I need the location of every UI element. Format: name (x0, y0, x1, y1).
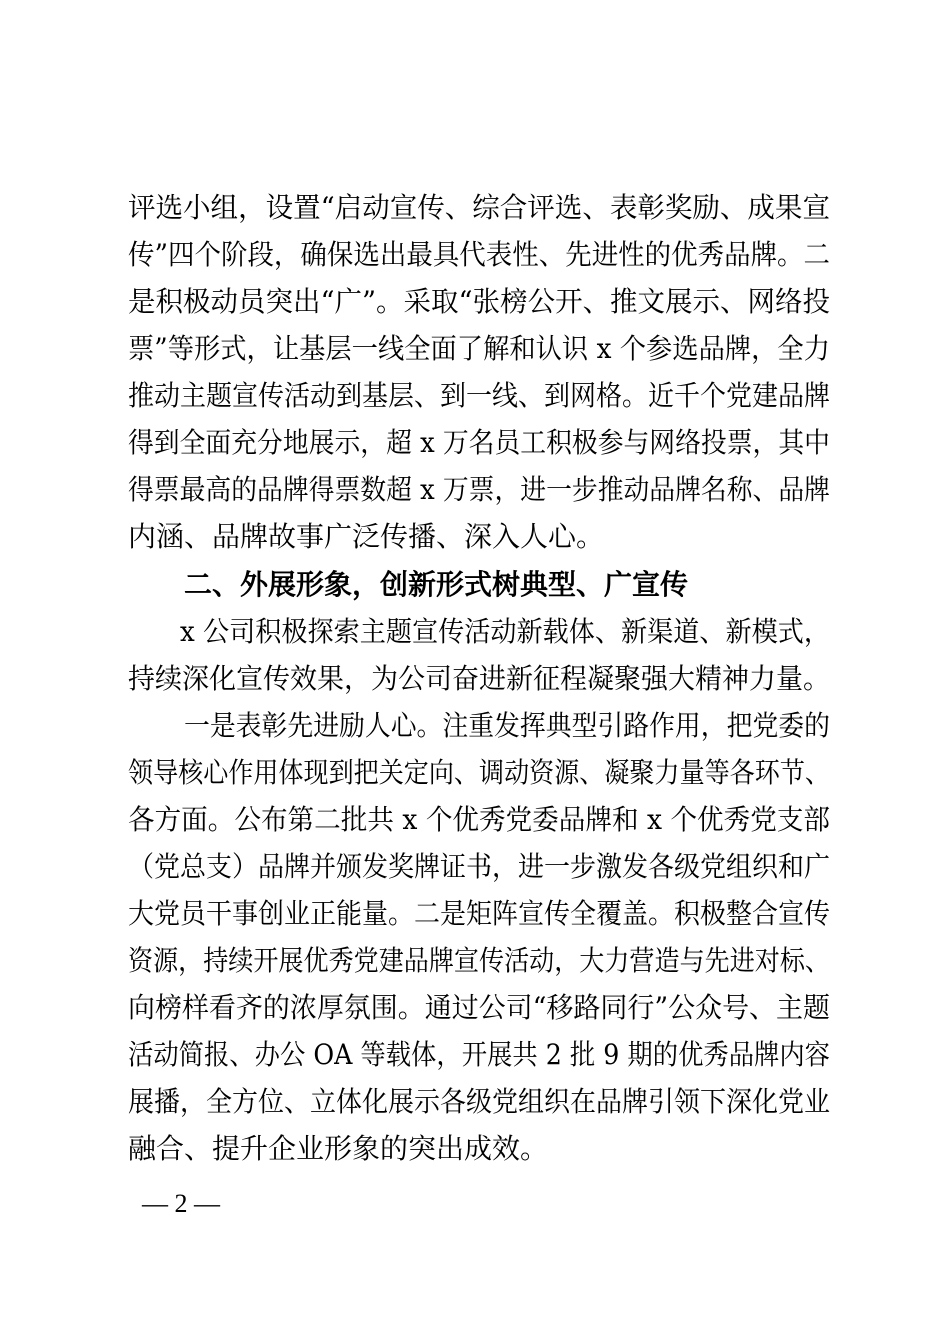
text-line: 一是表彰先进励人心。注重发挥典型引路作用，把党委的 (184, 709, 830, 742)
text-line: 资源，持续开展优秀党建品牌宣传活动，大力营造与先进对标、 (128, 944, 831, 977)
text-line: （党总支）品牌并颁发奖牌证书，进一步激发各级党组织和广 (128, 850, 831, 883)
paragraph-1-line-8 (0, 514, 950, 560)
paragraph-1-line-5 (0, 373, 950, 419)
paragraph-1-line-6 (0, 420, 950, 466)
text-line: 传”四个阶段，确保选出最具代表性、先进性的优秀品牌。二 (128, 238, 831, 271)
text-line: 大党员干事创业正能量。二是矩阵宣传全覆盖。积极整合宣传 (128, 897, 831, 930)
paragraph-1-line-7 (0, 467, 950, 513)
text-line: 是积极动员突出“广”。采取“张榜公开、推文展示、网络投 (128, 285, 831, 318)
paragraph-3-line-1 (0, 703, 950, 749)
section-heading-text: 二、外展形象，创新形式树典型、广宣传 (184, 568, 689, 601)
text-line: 内涵、品牌故事广泛传播、深入人心。 (128, 520, 605, 553)
text-line: 得到全面充分地展示，超 x 万名员工积极参与网络投票，其中 (128, 426, 830, 459)
text-line: 融合、提升企业形象的突出成效。 (128, 1132, 549, 1165)
page-number: — 2 — (142, 1189, 220, 1218)
text-line: 领导核心作用体现到把关定向、调动资源、凝聚力量等各环节、 (128, 756, 831, 789)
text-line: 展播，全方位、立体化展示各级党组织在品牌引领下深化党业 (128, 1085, 831, 1118)
paragraph-3-line-8 (0, 1032, 950, 1078)
paragraph-1-line-4 (0, 326, 950, 372)
text-line: 票”等形式，让基层一线全面了解和认识 x 个参选品牌，全力 (128, 332, 830, 365)
paragraph-3-line-7 (0, 985, 950, 1031)
text-line: 向榜样看齐的浓厚氛围。通过公司“移路同行”公众号、主题 (128, 991, 830, 1024)
paragraph-3-line-9 (0, 1079, 950, 1125)
section-heading (0, 562, 950, 608)
paragraph-1-line-1 (0, 185, 950, 231)
text-line: 推动主题宣传活动到基层、到一线、到网格。近千个党建品牌 (128, 379, 831, 412)
paragraph-1-line-3 (0, 279, 950, 325)
paragraph-3-line-4 (0, 844, 950, 890)
paragraph-3-line-3 (0, 797, 950, 843)
paragraph-2-line-2 (0, 656, 950, 702)
paragraph-3-line-6 (0, 938, 950, 984)
text-line: 评选小组，设置“启动宣传、综合评选、表彰奖励、成果宣 (128, 191, 830, 224)
paragraph-3-line-5 (0, 891, 950, 937)
text-line: 持续深化宣传效果，为公司奋进新征程凝聚强大精神力量。 (128, 662, 831, 695)
text-line: 各方面。公布第二批共 x 个优秀党委品牌和 x 个优秀党支部 (128, 803, 831, 836)
paragraph-1-line-2 (0, 232, 950, 278)
paragraph-2-line-1 (0, 609, 950, 655)
text-line: 活动简报、办公 OA 等载体，开展共 2 批 9 期的优秀品牌内容 (128, 1038, 831, 1071)
paragraph-3-line-2 (0, 750, 950, 796)
text-line: x 公司积极探索主题宣传活动新载体、新渠道、新模式， (180, 615, 831, 648)
text-line: 得票最高的品牌得票数超 x 万票，进一步推动品牌名称、品牌 (128, 473, 830, 506)
paragraph-3-line-10 (0, 1126, 950, 1172)
